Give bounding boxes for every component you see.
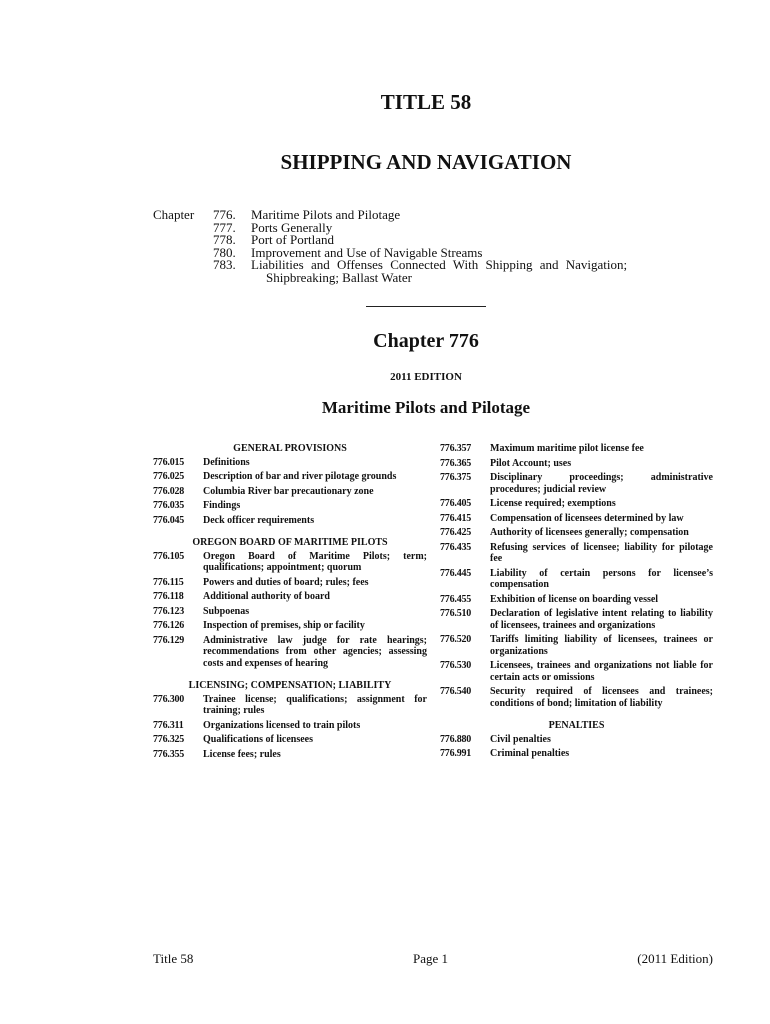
section-title: Deck officer requirements: [203, 514, 315, 526]
section-number: 776.300: [153, 693, 185, 705]
section-title: Declaration of legislative intent relating to liability of licensees, trainees and organizations: [490, 608, 713, 631]
section-number: 776.025: [153, 471, 185, 482]
chapter-number: 777.: [213, 219, 236, 235]
section-number: 776.445: [440, 567, 472, 579]
section-title: Columbia River bar precautionary zone: [203, 485, 374, 497]
section-title: Refusing services of licensee; liability for pilotage fee: [490, 541, 713, 564]
toc-entry: [153, 720, 427, 732]
section-title: Criminal penalties: [490, 748, 570, 759]
toc-entry: [440, 443, 713, 455]
section-number: 776.510: [440, 608, 472, 619]
section-title: Disciplinary proceedings; administrative procedures; judicial review: [490, 472, 713, 495]
section-title: Tariffs limiting liability of licensees, trainees or organizations: [490, 634, 713, 657]
section-gap: [153, 672, 427, 680]
section-number: 776.105: [153, 550, 185, 562]
chapter-list-row: [153, 259, 713, 272]
section-title: Definitions: [203, 456, 250, 468]
toc-entry: [440, 634, 713, 657]
edition-label: 2011 EDITION: [390, 371, 462, 383]
chapter-name: Port of Portland: [251, 232, 335, 248]
section-title: Maximum maritime pilot license fee: [490, 443, 644, 454]
section-number: 776.045: [153, 514, 185, 526]
footer-title: Title 58: [153, 951, 194, 966]
chapter-number: 778.: [213, 232, 236, 248]
section-number: 776.325: [153, 734, 185, 745]
section-number: 776.365: [440, 457, 472, 469]
toc-entry: [440, 498, 713, 510]
section-title: Additional authority of board: [203, 591, 330, 602]
section-number: 776.375: [440, 472, 472, 483]
section-number: 776.455: [440, 593, 472, 605]
section-number: 776.540: [440, 686, 472, 697]
chapter-list-row: [153, 209, 713, 222]
section-title: Compensation of licensees determined by law: [490, 512, 684, 524]
chapter-name: Ports Generally: [251, 219, 333, 235]
section-number: 776.126: [153, 620, 185, 631]
toc-section-heading: LICENSING; COMPENSATION; LIABILITY: [188, 680, 392, 691]
toc-right-column: [440, 443, 713, 763]
title-name: SHIPPING AND NAVIGATION: [280, 150, 572, 174]
toc-left-column: [153, 443, 427, 763]
toc-entry: [440, 527, 713, 539]
section-number: 776.880: [440, 733, 472, 745]
section-number: 776.425: [440, 527, 472, 538]
chapter-list-row: [153, 269, 713, 285]
section-title: Civil penalties: [490, 733, 551, 745]
section-title: Findings: [203, 500, 241, 511]
section-title: Authority of licensees generally; compensation: [490, 527, 689, 538]
toc-entry: [153, 457, 427, 469]
section-title: Trainee license; qualifications; assignment for training; rules: [203, 693, 427, 716]
section-title: Security required of licensees and trainees; conditions of bond; limitation of liability: [490, 686, 713, 709]
section-number: 776.415: [440, 512, 472, 524]
section-number: 776.311: [153, 719, 184, 731]
toc-entry: [440, 513, 713, 525]
toc-entry: [153, 515, 427, 527]
toc-entry: [440, 686, 713, 709]
toc-entry: [153, 635, 427, 670]
section-number: 776.028: [153, 485, 185, 497]
toc-entry: [153, 551, 427, 574]
toc-entry: [153, 486, 427, 498]
section-title: Qualifications of licensees: [203, 734, 313, 745]
section-title: License fees; rules: [203, 748, 281, 760]
section-number: 776.991: [440, 748, 472, 759]
toc-entry: [153, 734, 427, 746]
section-number: 776.520: [440, 634, 472, 645]
toc-entry: [153, 606, 427, 618]
toc-entry: [440, 748, 713, 760]
toc-entry: [440, 594, 713, 606]
chapter-list-label: Chapter: [153, 207, 195, 222]
section-divider: [366, 306, 486, 307]
footer-edition: (2011 Edition): [637, 951, 713, 966]
title-number: TITLE 58: [380, 90, 472, 114]
section-title: Description of bar and river pilotage grounds: [203, 471, 397, 482]
section-title: Organizations licensed to train pilots: [203, 719, 361, 731]
toc-entry: [440, 568, 713, 591]
section-title: Licensees, trainees and organizations not liable for certain acts or omissions: [490, 660, 713, 683]
toc-entry: [153, 591, 427, 603]
chapter-list: [153, 209, 713, 285]
toc-entry: [440, 608, 713, 631]
chapter-list-row: [153, 219, 713, 235]
section-number: 776.355: [153, 748, 185, 760]
footer-page-number: Page 1: [413, 951, 449, 966]
chapter-number: 780.: [213, 244, 236, 260]
chapter-heading: Chapter 776: [373, 330, 479, 352]
toc-entry: [153, 694, 427, 717]
toc-entry: [440, 472, 713, 495]
toc-section-heading: GENERAL PROVISIONS: [233, 443, 347, 454]
section-gap: [440, 712, 713, 720]
toc-entry: [440, 734, 713, 746]
section-title: Administrative law judge for rate hearings; recommendations from other agencies; assessing costs and expenses of hearing: [203, 634, 427, 669]
toc-section-heading: OREGON BOARD OF MARITIME PILOTS: [192, 537, 388, 548]
section-title: Pilot Account; uses: [490, 457, 572, 469]
section-gap: [153, 529, 427, 537]
chapter-name: Improvement and Use of Navigable Streams: [251, 244, 483, 260]
toc-entry: [153, 620, 427, 632]
section-number: 776.405: [440, 498, 472, 509]
section-number: 776.118: [153, 591, 184, 602]
toc-entry: [440, 542, 713, 565]
toc-entry: [153, 577, 427, 589]
section-title: Exhibition of license on boarding vessel: [490, 593, 659, 605]
section-number: 776.357: [440, 443, 472, 454]
section-title: Subpoenas: [203, 605, 250, 617]
section-title: Inspection of premises, ship or facility: [203, 620, 365, 631]
section-title: Oregon Board of Maritime Pilots; term; qualifications; appointment; quorum: [203, 550, 427, 573]
chapter-name: Liabilities and Offenses Connected With Shipping and Navigation;: [251, 257, 628, 273]
toc-entry: [440, 458, 713, 470]
toc-entry: [153, 749, 427, 761]
section-number: 776.435: [440, 541, 472, 553]
section-number: 776.530: [440, 660, 472, 671]
section-title: Powers and duties of board; rules; fees: [203, 576, 369, 588]
section-number: 776.015: [153, 456, 185, 468]
section-number: 776.123: [153, 605, 185, 617]
chapter-number: 776.: [213, 207, 236, 222]
toc-entry: [440, 660, 713, 683]
chapter-name-continued: Shipbreaking; Ballast Water: [266, 269, 413, 285]
toc-section-heading: PENALTIES: [548, 720, 605, 731]
section-title: License required; exemptions: [490, 498, 616, 509]
chapter-title: Maritime Pilots and Pilotage: [321, 398, 531, 417]
toc-entry: [153, 500, 427, 512]
chapter-number: 783.: [213, 257, 236, 273]
chapter-name: Maritime Pilots and Pilotage: [251, 207, 401, 222]
section-number: 776.115: [153, 576, 184, 588]
toc-entry: [153, 471, 427, 483]
section-title: Liability of certain persons for licensee’s compensation: [490, 567, 713, 590]
section-number: 776.129: [153, 634, 185, 646]
section-number: 776.035: [153, 500, 185, 511]
